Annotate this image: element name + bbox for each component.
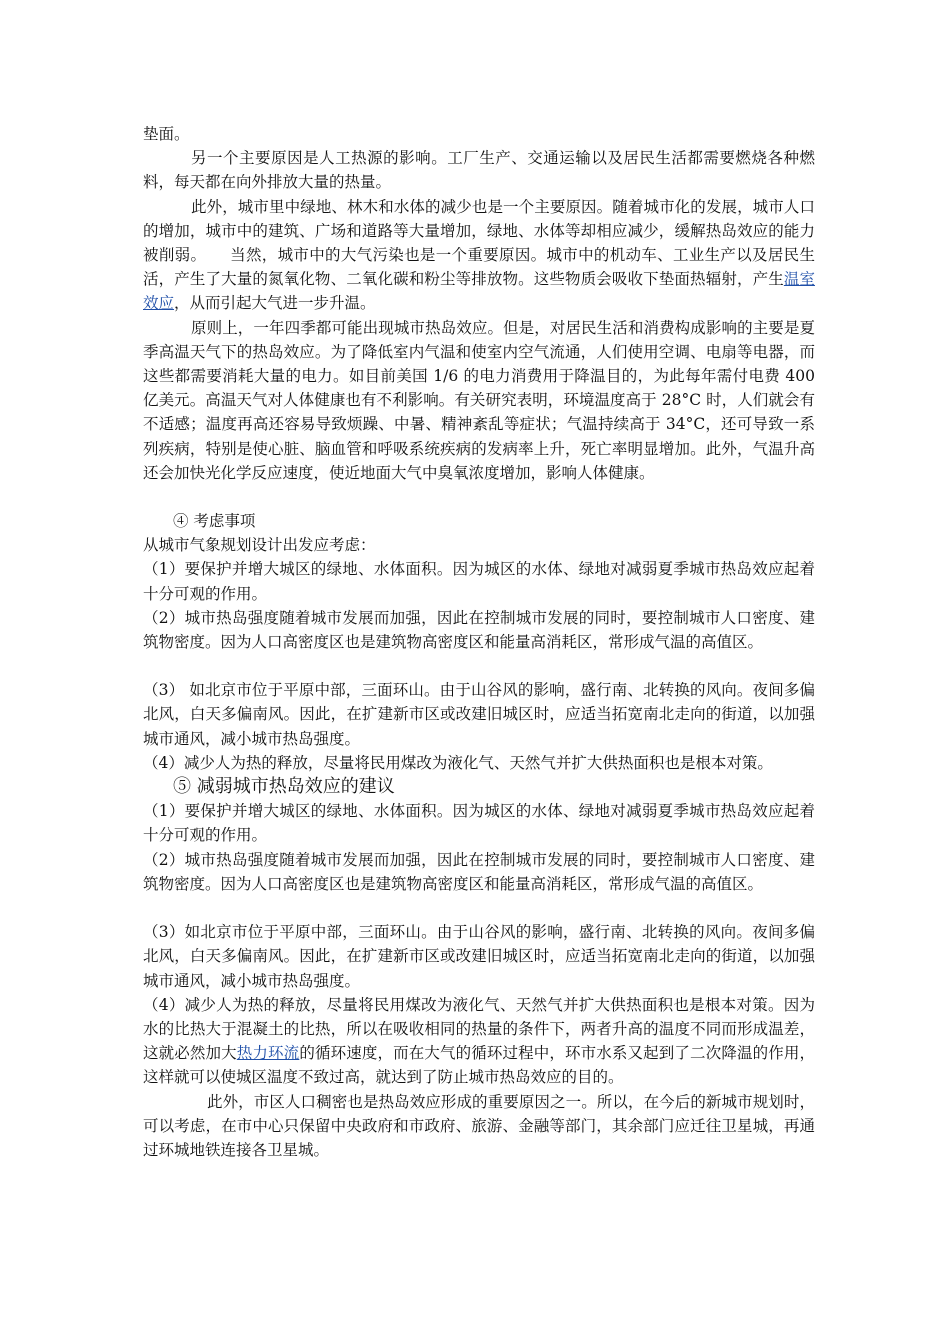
thermal-circulation-link[interactable]: 热力环流	[236, 1044, 300, 1063]
spacer	[143, 485, 815, 509]
list-item: （3） 如北京市位于平原中部，三面环山。由于山谷风的影响，盛行南、北转换的风向。夜间多偏北风，白天多偏南风。因此，在扩建新市区或改建旧城区时，应适当拓宽南北走向的街道，以加强城市通风，减小城市热岛强度。	[143, 681, 815, 748]
section-heading-considerations: ④ 考虑事项	[173, 512, 256, 531]
greenhouse-effect-link[interactable]: 温室效应	[143, 270, 815, 313]
list-item: （1）要保护并增大城区的绿地、水体面积。因为城区的水体、绿地对减弱夏季城市热岛效应起着十分可观的作用。	[143, 560, 815, 603]
list-item: （1）要保护并增大城区的绿地、水体面积。因为城区的水体、绿地对减弱夏季城市热岛效应起着十分可观的作用。	[143, 802, 815, 845]
paragraph-green-space	[143, 195, 815, 316]
paragraph-text: ，从而引起大气进一步升温。	[174, 294, 376, 313]
paragraph-artificial-heat: 另一个主要原因是人工热源的影响。工厂生产、交通运输以及居民生活都需要燃烧各种燃料，每天都在向外排放大量的热量。	[143, 149, 815, 192]
paragraph-text: 的循环速度，而在大气的循环过程中，环市水系又起到了二次降温的作用，这样就可以使城区温度不致过高，就达到了防止城市热岛效应的目的。	[143, 1044, 815, 1087]
spacer	[143, 896, 815, 920]
list-item	[143, 993, 815, 1090]
section-heading-suggestions: ⑤ 减弱城市热岛效应的建议	[173, 776, 395, 798]
section-intro: 从城市气象规划设计出发应考虑：	[143, 536, 376, 555]
list-item: （3）如北京市位于平原中部，三面环山。由于山谷风的影响，盛行南、北转换的风向。夜间多偏北风，白天多偏南风。因此，在扩建新市区或改建旧城区时，应适当拓宽南北走向的街道，以加强城市通风，减小城市热岛强度。	[143, 923, 815, 990]
paragraph-continuation: 垫面。	[143, 125, 190, 143]
paragraph-text: （4）减少人为热的释放，尽量将民用煤改为液化气、天然气并扩大供热面积也是根本对策。因为水的比热大于混凝土的比热，所以在吸收相同的热量的条件下，两者升高的温度不同而形成温差，这就必然加大	[143, 995, 815, 1063]
list-item: （4）减少人为热的释放，尽量将民用煤改为液化气、天然气并扩大供热面积也是根本对策。	[143, 753, 773, 772]
paragraph-seasons: 原则上，一年四季都可能出现城市热岛效应。但是，对居民生活和消费构成影响的主要是夏季高温天气下的热岛效应。为了降低室内气温和使室内空气流通，人们使用空调、电扇等电器，而这些都需要消耗大量的电力。如目前美国 1/6 的电力消费用于降温目的，为此每年需付电费 400 亿美元。高温天气对人体健康也有不利影响。有关研究表明，环境温度高于 28°C 时，人们就会有不适感；温度再高还容易导致烦躁、中暑、精神紊乱等症状；气温持续高于 34°C，还可导致一系列疾病，特别是使心脏、脑血管和呼吸系统疾病的发病率上升，死亡率明显增加。此外，气温升高还会加快光化学反应速度，使近地面大气中臭氧浓度增加，影响人体健康。	[143, 318, 815, 482]
list-item: （2）城市热岛强度随着城市发展而加强，因此在控制城市发展的同时，要控制城市人口密度、建筑物密度。因为人口高密度区也是建筑物高密度区和能量高消耗区，常形成气温的高值区。	[143, 850, 815, 893]
list-item: （2）城市热岛强度随着城市发展而加强，因此在控制城市发展的同时，要控制城市人口密度、建筑物密度。因为人口高密度区也是建筑物高密度区和能量高消耗区，常形成气温的高值区。	[143, 608, 815, 652]
spacer	[143, 654, 815, 678]
paragraph-satellite-cities: 此外，市区人口稠密也是热岛效应形成的重要原因之一。所以，在今后的新城市规划时，可以考虑，在市中心只保留中央政府和市政府、旅游、金融等部门，其余部门应迁往卫星城，再通过环城地铁连接各卫星城。	[143, 1092, 815, 1159]
document-body	[143, 122, 815, 1162]
paragraph-text: 此外，城市里中绿地、林木和水体的减少也是一个主要原因。随着城市化的发展，城市人口的增加，城市中的建筑、广场和道路等大量增加，绿地、水体等却相应减少，缓解热岛效应的能力被削弱。 当然，城市中的大气污染也是一个重要原因。城市中的机动车、工业生产以及居民生活，产生了大量的氮氧化物、二氧化碳和粉尘等排放物。这些物质会吸收下垫面热辐射，产生	[143, 197, 815, 289]
